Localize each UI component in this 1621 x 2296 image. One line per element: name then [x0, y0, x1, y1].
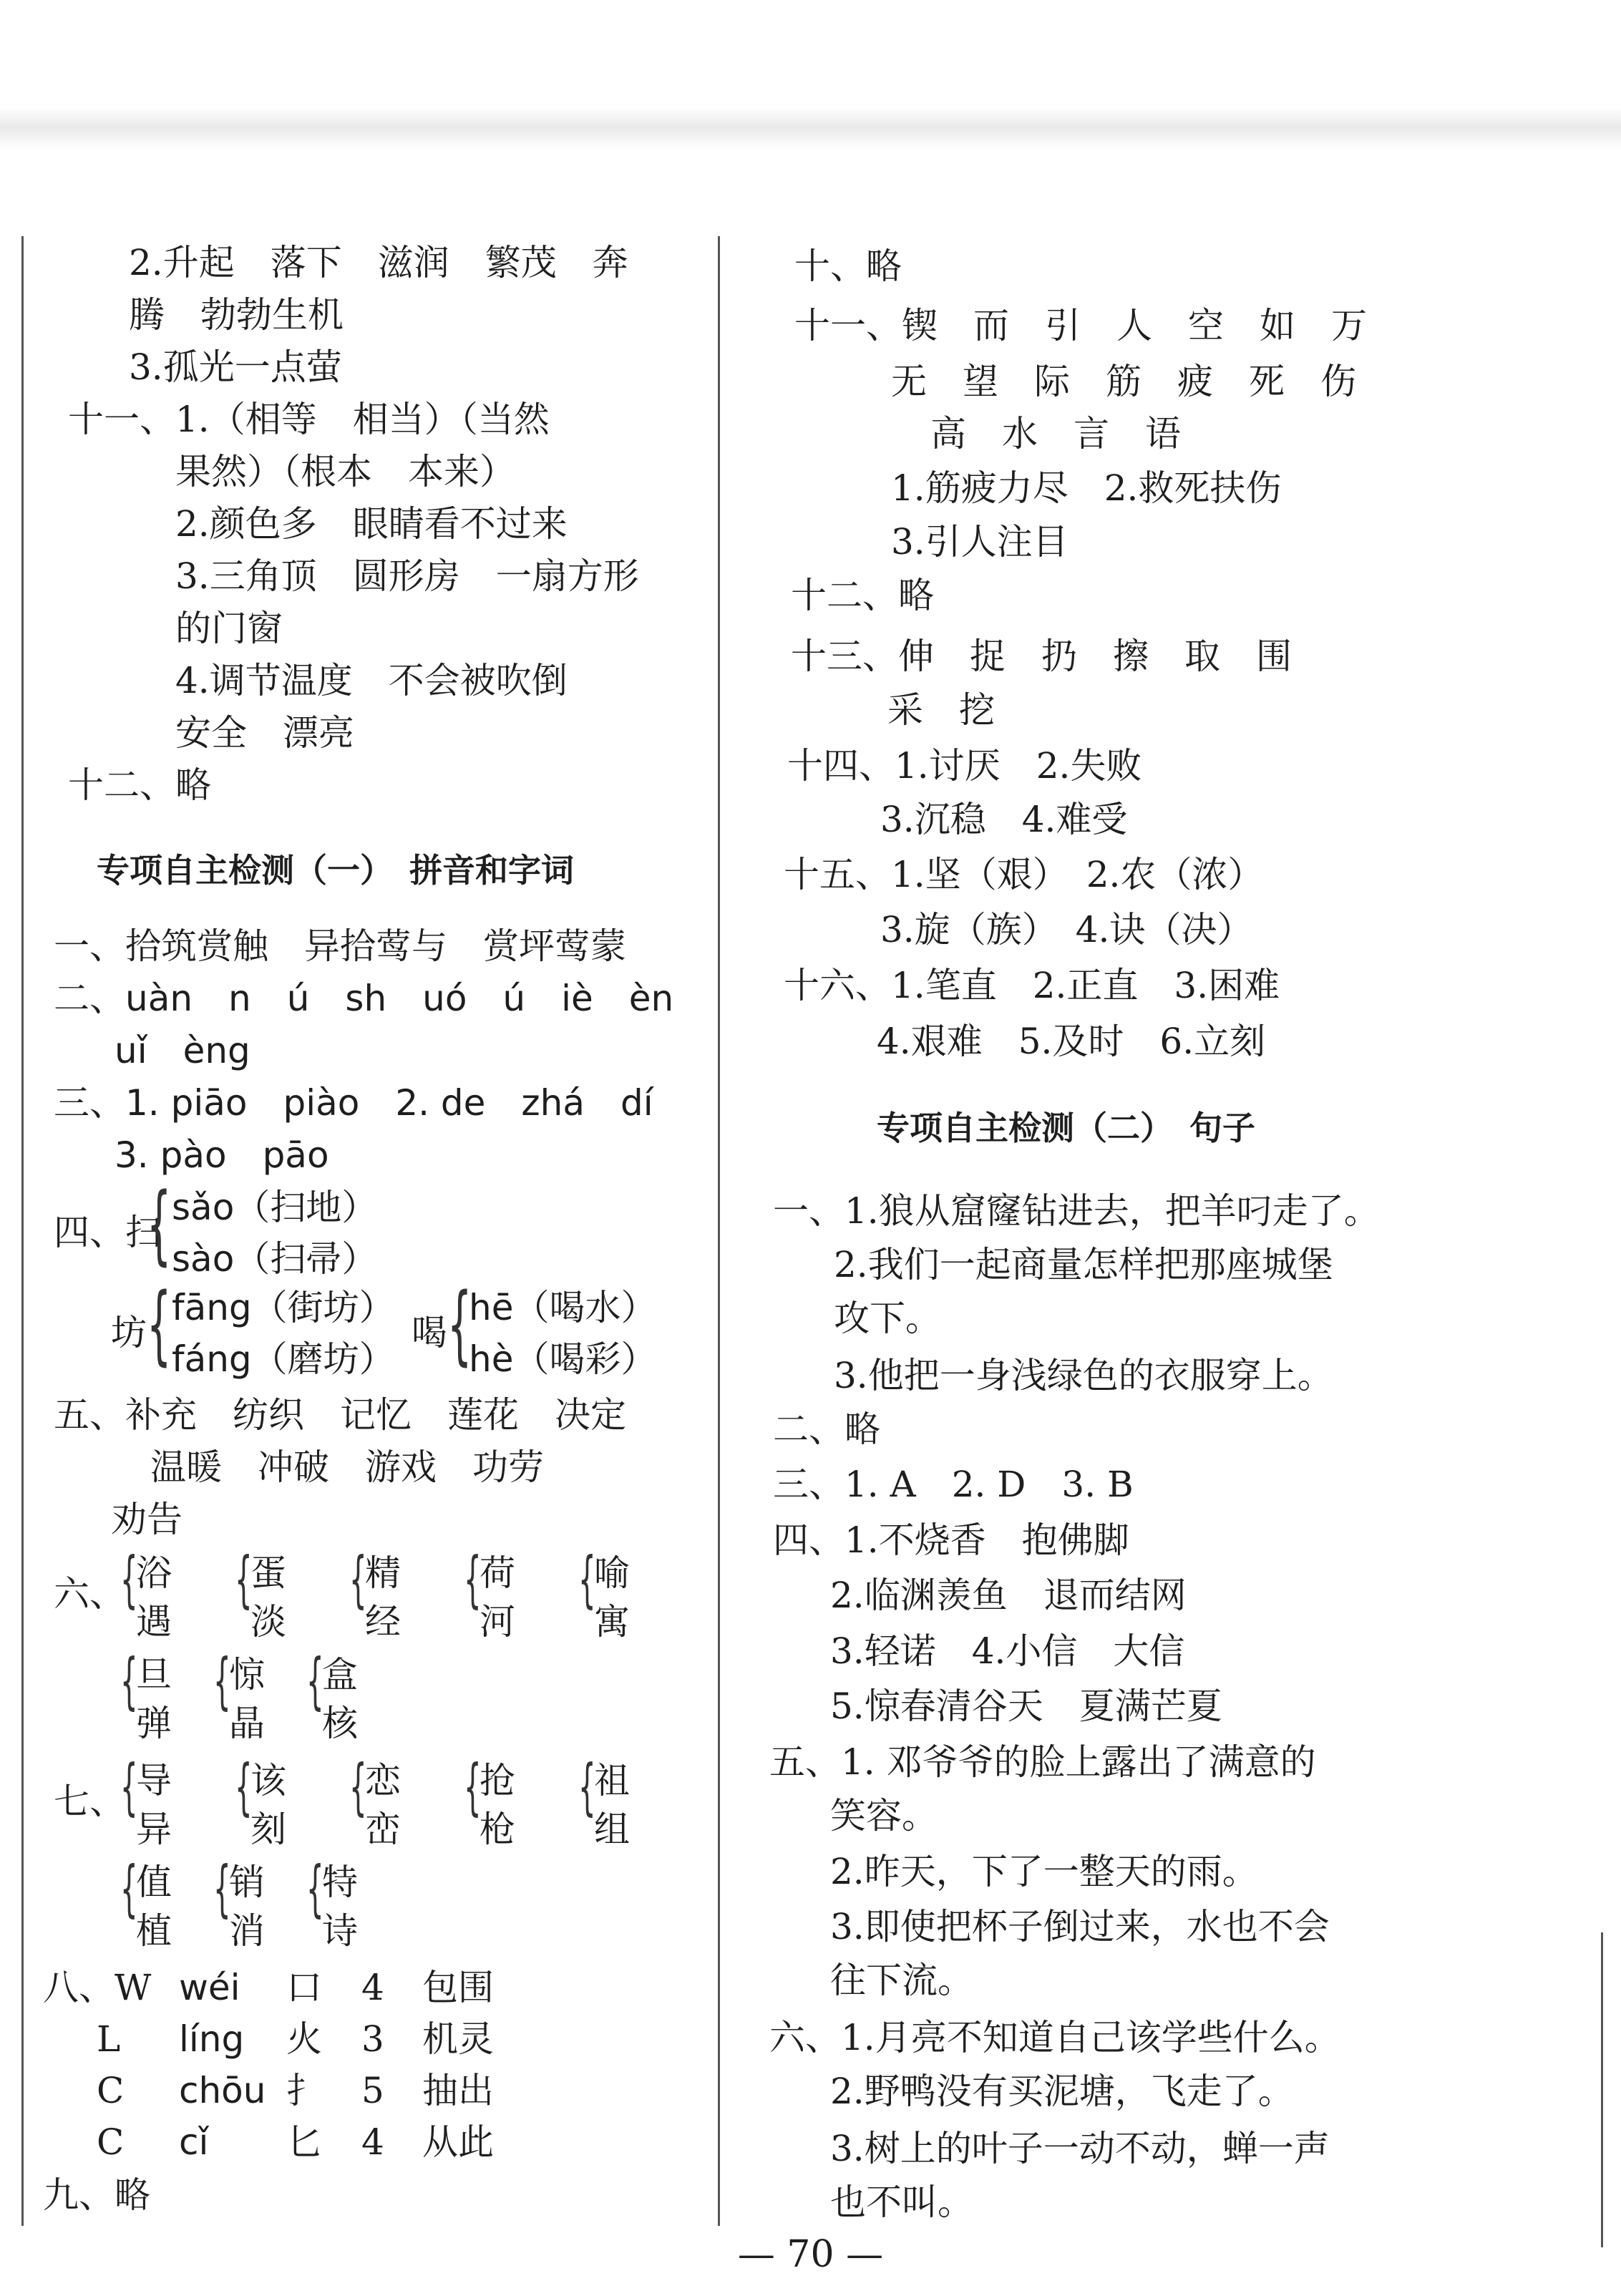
pair-char: 喻 [594, 1552, 630, 1594]
brace: { [447, 1275, 472, 1375]
pair-char: 刻 [250, 1809, 286, 1850]
brace: { [120, 1544, 138, 1615]
pair-char: 特 [322, 1862, 358, 1903]
table-cell: 3 [361, 2018, 384, 2060]
answer-line: 笑容。 [830, 1795, 938, 1837]
pair-char: 寓 [594, 1601, 630, 1643]
table-cell: 4 [361, 1967, 384, 2008]
answer-line: 3.沉稳 4.难受 [880, 799, 1128, 840]
answer-line: 十二、略 [791, 575, 934, 616]
pair-char: 导 [136, 1760, 172, 1801]
answer-line: 五、1. 邓爷爷的脸上露出了满意的 [769, 1741, 1316, 1783]
right-margin-rule [1601, 1932, 1603, 2247]
pair-char: 盒 [322, 1654, 358, 1696]
q6-label: 六、 [54, 1573, 125, 1615]
polyphone-char: 喝 [412, 1312, 447, 1353]
answer-line: 3.孤光一点萤 [129, 346, 342, 388]
answer-line: 攻下。 [834, 1298, 941, 1339]
answer-line: 腾 勃勃生机 [129, 294, 344, 336]
left-margin-rule [21, 236, 24, 2226]
answer-line: 也不叫。 [830, 2181, 973, 2223]
q4-label: 四、扫 [54, 1212, 161, 1253]
answer-line: 十二、略 [68, 764, 211, 806]
table-cell: chōu [179, 2070, 266, 2111]
pair-char: 诗 [322, 1910, 358, 1952]
answer-line: 2.昨天，下了一整天的雨。 [830, 1851, 1258, 1892]
pair-char: 晶 [229, 1703, 265, 1744]
answer-line: 5.惊春清谷天 夏满芒夏 [830, 1685, 1222, 1727]
answer-line: 九、略 [43, 2174, 150, 2216]
pinyin-line: 三、1. piāo piào 2. de zhá dí [54, 1082, 653, 1124]
answer-line: 往下流。 [830, 1960, 973, 2001]
answer-line: 安全 漂亮 [175, 712, 354, 754]
answer-line: 2.升起 落下 滋润 繁茂 奔 [129, 242, 628, 283]
answer-line: 十三、伸 捉 扔 擦 取 围 [791, 636, 1292, 677]
pair-char: 蛋 [250, 1552, 286, 1594]
pair-char: 弹 [136, 1703, 172, 1744]
pinyin-reading: fáng（磨坊） [172, 1338, 395, 1380]
brace: { [464, 1751, 482, 1823]
pair-char: 该 [250, 1760, 286, 1801]
brace: { [120, 1853, 138, 1925]
answer-line: 一、1.狼从窟窿钻进去，把羊叼走了。 [773, 1190, 1380, 1232]
answer-line: 2.我们一起商量怎样把那座城堡 [834, 1244, 1333, 1285]
pair-char: 值 [136, 1862, 172, 1903]
answer-line: 1.筋疲力尽 2.救死扶伤 [891, 467, 1282, 509]
pair-char: 旦 [136, 1654, 172, 1696]
table-cell: 4 [361, 2121, 384, 2163]
answer-line: 3.三角顶 圆形房 一扇方形 [175, 555, 639, 597]
table-cell: wéi [179, 1967, 240, 2008]
pinyin-reading: fāng（街坊） [172, 1287, 395, 1328]
brace: { [349, 1751, 367, 1823]
answer-line: 采 挖 [887, 689, 995, 731]
answer-line: 的门窗 [175, 608, 283, 649]
pinyin-reading: sào（扫帚） [172, 1238, 378, 1280]
brace: { [147, 1275, 172, 1375]
table-cell: 5 [361, 2070, 384, 2111]
pinyin-reading: hē（喝水） [469, 1287, 657, 1328]
answer-line: 十一、1.（相等 相当）（当然 [68, 399, 550, 440]
table-cell: 从此 [422, 2121, 494, 2163]
table-cell: 包围 [422, 1967, 494, 2008]
q7-label: 七、 [54, 1781, 125, 1822]
section-heading: 专项自主检测（一） 拼音和字词 [97, 851, 574, 890]
pair-char: 浴 [136, 1552, 172, 1594]
brace: { [120, 1645, 138, 1717]
pinyin-line: uǐ èng [115, 1030, 250, 1071]
polyphone-char: 坊 [111, 1312, 147, 1353]
pair-char: 抢 [480, 1760, 515, 1801]
answer-line: 二、略 [773, 1409, 880, 1450]
brace: { [306, 1853, 324, 1925]
table-cell: C [97, 2070, 125, 2111]
pair-char: 遇 [136, 1601, 172, 1643]
answer-line: 十一、锲 而 引 人 空 如 万 [794, 305, 1367, 346]
pair-char: 淡 [250, 1601, 286, 1643]
section-heading: 专项自主检测（二） 句子 [877, 1109, 1255, 1147]
pair-char: 核 [322, 1703, 358, 1744]
table-cell: líng [179, 2018, 245, 2060]
pair-char: 惊 [229, 1654, 265, 1696]
brace: { [306, 1645, 324, 1717]
pair-char: 组 [594, 1809, 630, 1850]
pair-char: 植 [136, 1910, 172, 1952]
answer-line: 2.野鸭没有买泥塘，飞走了。 [830, 2071, 1294, 2112]
table-cell: 八、W [43, 1967, 152, 2008]
answer-line: 十四、1.讨厌 2.失败 [787, 745, 1142, 787]
table-cell: 火 [286, 2018, 322, 2060]
brace: { [120, 1751, 138, 1823]
pair-char: 恋 [365, 1760, 401, 1801]
table-cell: 口 [286, 1967, 322, 2008]
pair-char: 祖 [594, 1760, 630, 1801]
table-cell: 机灵 [422, 2018, 494, 2060]
pinyin-line: 3. pào pāo [115, 1134, 329, 1176]
answer-line: 劝告 [111, 1499, 182, 1540]
scan-shadow [0, 107, 1621, 150]
pinyin-reading: hè（喝彩） [469, 1338, 657, 1380]
answer-line: 4.艰难 5.及时 6.立刻 [877, 1021, 1266, 1062]
answer-line: 十六、1.笔直 2.正直 3.困难 [784, 965, 1280, 1006]
pair-char: 荷 [480, 1552, 515, 1594]
answer-line: 温暖 冲破 游戏 功劳 [150, 1446, 544, 1488]
page-number: — 70 — [737, 2233, 884, 2276]
brace: { [578, 1544, 596, 1615]
brace: { [349, 1544, 367, 1615]
answer-line: 三、1. A 2. D 3. B [773, 1464, 1134, 1505]
answer-line: 3.即使把杯子倒过来，水也不会 [830, 1906, 1330, 1947]
answer-line: 无 望 际 筋 疲 死 伤 [891, 361, 1356, 402]
answer-line: 六、1.月亮不知道自己该学些什么。 [769, 2017, 1340, 2058]
answer-line: 十、略 [794, 245, 902, 287]
table-cell: 抽出 [422, 2070, 494, 2111]
brace: { [147, 1175, 172, 1275]
table-cell: C [97, 2121, 125, 2163]
table-cell: L [97, 2018, 121, 2060]
answer-line: 五、补充 纺织 记忆 莲花 决定 [54, 1394, 626, 1436]
answer-line: 一、拾筑赏触 异拾莺与 赏坪莺蒙 [54, 925, 626, 967]
brace: { [578, 1751, 596, 1823]
answer-line: 十五、1.坚（艰） 2.农（浓） [784, 854, 1264, 895]
pinyin-line: 二、uàn n ú sh uó ú iè èn [54, 978, 674, 1019]
brace: { [235, 1751, 253, 1823]
answer-line: 3.旋（族） 4.诀（决） [880, 909, 1253, 950]
pair-char: 异 [136, 1809, 172, 1850]
answer-line: 3.树上的叶子一动不动，蝉一声 [830, 2128, 1330, 2169]
answer-line: 4.调节温度 不会被吹倒 [175, 660, 568, 701]
brace: { [213, 1853, 231, 1925]
answer-line: 2.颜色多 眼睛看不过来 [175, 503, 568, 545]
answer-line: 果然）（根本 本来） [175, 451, 515, 492]
pair-char: 经 [365, 1601, 401, 1643]
brace: { [235, 1544, 253, 1615]
pinyin-reading: sǎo（扫地） [172, 1187, 378, 1228]
table-cell: 扌 [286, 2070, 322, 2111]
answer-line: 3.他把一身浅绿色的衣服穿上。 [834, 1355, 1333, 1396]
answer-line: 3.引人注目 [891, 521, 1069, 563]
answer-line: 2.临渊羡鱼 退而结网 [830, 1575, 1187, 1616]
pair-char: 枪 [480, 1809, 515, 1850]
column-divider [718, 236, 720, 2226]
table-cell: cǐ [179, 2121, 209, 2163]
pair-char: 峦 [365, 1809, 401, 1850]
pair-char: 河 [480, 1601, 515, 1643]
answer-line: 高 水 言 语 [930, 413, 1181, 454]
table-cell: 匕 [286, 2121, 322, 2163]
answer-line: 四、1.不烧香 抱佛脚 [773, 1519, 1129, 1561]
brace: { [464, 1544, 482, 1615]
pair-char: 消 [229, 1910, 265, 1952]
pair-char: 精 [365, 1552, 401, 1594]
answer-line: 3.轻诺 4.小信 大信 [830, 1630, 1185, 1672]
pair-char: 销 [229, 1862, 265, 1903]
brace: { [213, 1645, 231, 1717]
